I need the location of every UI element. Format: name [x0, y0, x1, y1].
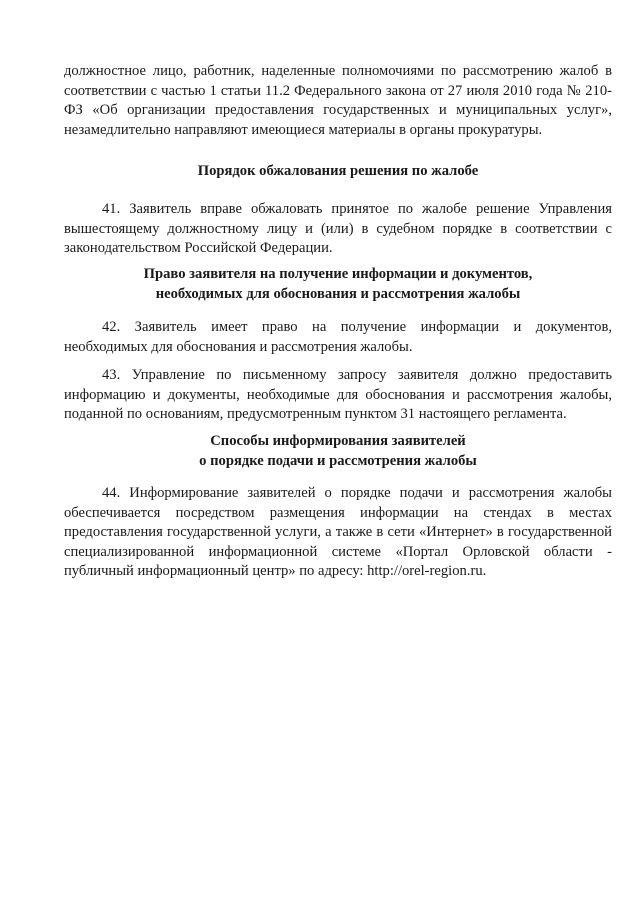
section-heading-text: Порядок обжалования решения по жалобе [197, 163, 479, 179]
paragraph-42: 42. Заявитель имеет право на получение информации и документов, необходимых для обоснования и рассмотрения жалобы. [64, 319, 612, 355]
paragraph-44: 44. Информирование заявителей о порядке подачи и рассмотрения жалобы обеспечивается посредством размещения информации на стендах в местах предоставления государственной услуги, а также в сети «Интернет» в государственной специализированной информационной системе «Портал Орловской области - публичный информационный центр» по адресу: http://orel-region.ru. [64, 485, 612, 579]
section-heading-right-to-information [64, 265, 612, 304]
section-heading-line-1: Способы информирования заявителей [210, 433, 466, 449]
paragraph-41: 41. Заявитель вправе обжаловать принятое по жалобе решение Управления вышестоящему должностному лицу и (или) в судебном порядке в соответствии с законодательством Российской Федерации. [64, 201, 612, 256]
section-heading-informing-applicants [64, 432, 612, 471]
section-heading-line-1: Право заявителя на получение информации и документов, [143, 266, 533, 282]
section-heading-line-2: необходимых для обоснования и рассмотрения жалобы [155, 285, 521, 302]
paragraph-43: 43. Управление по письменному запросу заявителя должно предоставить информацию и документы, необходимые для обоснования и рассмотрения жалобы, поданной по основаниям, предусмотренным пунктом 31 настоящего регламента. [64, 367, 612, 422]
section-heading-line-2: о порядке подачи и рассмотрения жалобы [199, 452, 477, 469]
continuation-paragraph: должностное лицо, работник, наделенные полномочиями по рассмотрению жалоб в соответствии с частью 1 статьи 11.2 Федерального закона от 27 июля 2010 года № 210-ФЗ «Об организации предоставления государственных и муниципальных услуг», незамедлительно направляют имеющиеся материалы в органы прокуратуры. [64, 63, 612, 138]
section-heading-appeal-procedure [64, 162, 612, 182]
